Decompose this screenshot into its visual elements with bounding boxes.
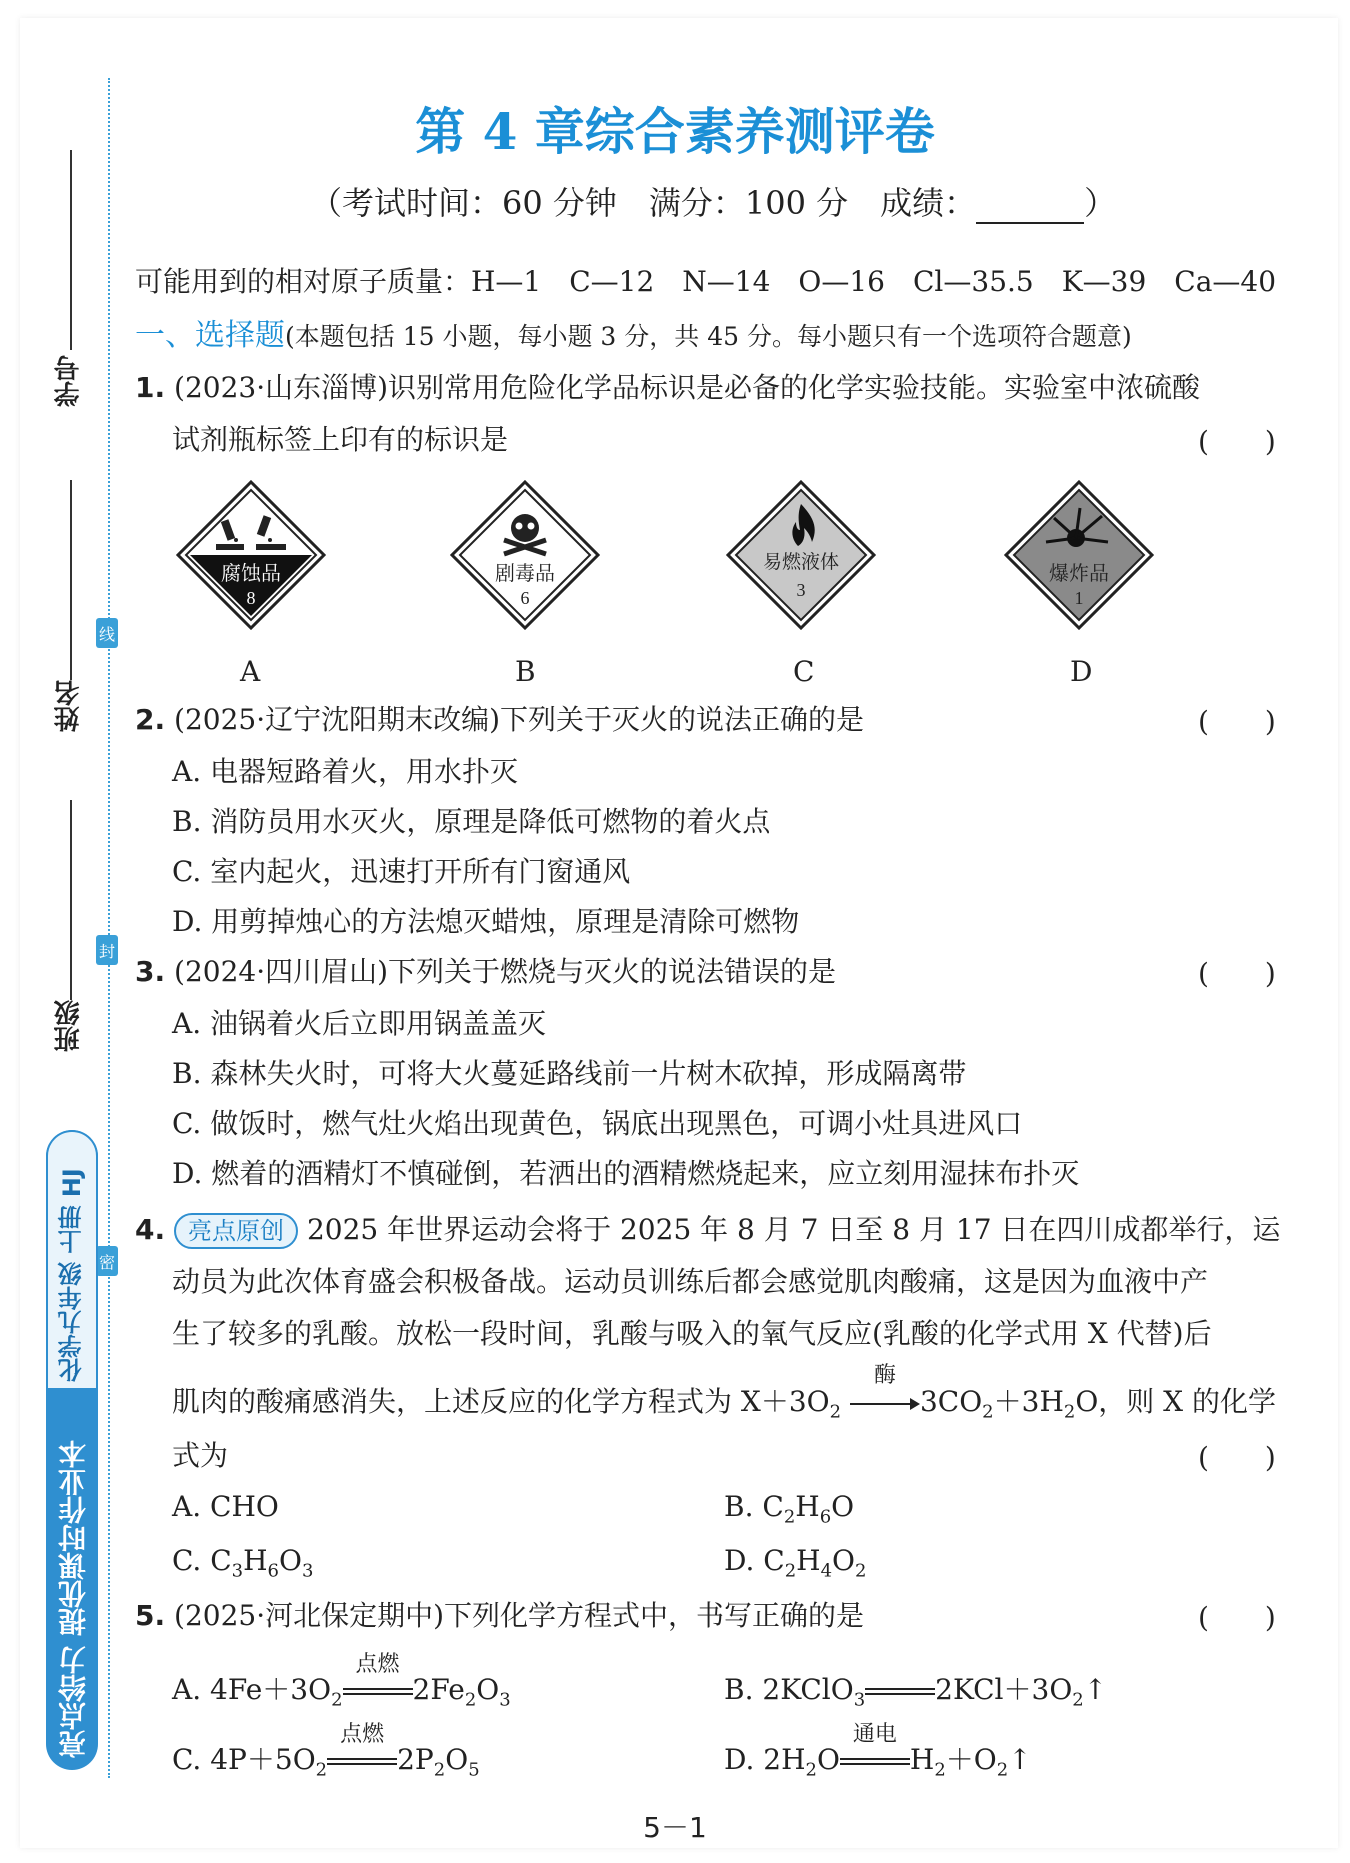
binding-mark-close: 密	[96, 1246, 118, 1276]
question-4-line5: 式为	[172, 1439, 229, 1472]
section-title: 一、选择题	[135, 318, 285, 353]
student-id-label: 学号	[54, 355, 84, 407]
question-4-line3: 生了较多的乳酸。放松一段时间，乳酸与吸入的氧气反应(乳酸的化学式用 X 代替)后	[172, 1317, 1212, 1350]
equals-sign	[865, 1673, 935, 1706]
condition-electric: 通电	[852, 1722, 897, 1747]
question-number: 4.	[135, 1213, 166, 1246]
sign-b-label: 剧毒品	[495, 563, 555, 585]
question-5-stem: (2025·河北保定期中)下列化学方程式中，书写正确的是	[174, 1599, 865, 1632]
question-4-line2: 动员为此次体育盛会积极备战。运动员训练后都会感觉肌肉酸痛，这是因为血液中产	[172, 1265, 1209, 1298]
question-4-option-b[interactable]: B. $C_2H_6O$	[724, 1490, 855, 1528]
question-4-option-d[interactable]: D. $C_2H_4O_2$	[724, 1544, 867, 1582]
sign-a-number: 8	[246, 588, 256, 608]
sign-c-number: 3	[796, 580, 806, 600]
equals-sign-ignite	[343, 1652, 413, 1706]
reaction-arrow	[850, 1363, 920, 1422]
question-2-stem-line	[135, 700, 864, 740]
question-3-option-c[interactable]: C. 做饭时，燃气灶火焰出现黄色，锅底出现黑色，可调小灶具进风口	[172, 1107, 1023, 1140]
score-blank[interactable]	[976, 194, 1084, 224]
answer-paren-4[interactable]: ( )	[1198, 1441, 1276, 1474]
page-title: 第 4 章综合素养测评卷	[415, 102, 935, 161]
question-1-line1	[135, 368, 1200, 408]
binding-dotted-line	[108, 78, 110, 1778]
atomic-masses: 可能用到的相对原子质量：H—1 C—12 N—14 O—16 Cl—35.5 K—39 Ca—40	[135, 265, 1277, 298]
question-3-option-a[interactable]: A. 油锅着火后立即用锅盖盖灭	[172, 1007, 547, 1040]
sign-d-label: 爆炸品	[1049, 563, 1109, 585]
question-4-option-c[interactable]: C. $C_3H_6O_3$	[172, 1544, 314, 1582]
sign-b-number: 6	[520, 588, 530, 608]
question-number: 2.	[135, 703, 166, 736]
question-5-option-b[interactable]: B. 2KClO$_3$ $2KCl+3O_2↑$	[724, 1673, 1108, 1711]
answer-paren-1[interactable]: ( )	[1198, 425, 1276, 458]
question-number: 3.	[135, 955, 166, 988]
question-4-option-a[interactable]: A. CHO	[172, 1490, 279, 1523]
question-2-option-a[interactable]: A. 电器短路着火，用水扑灭	[172, 755, 519, 788]
page-number: 5－1	[643, 1811, 707, 1844]
hazard-sign-a[interactable]	[176, 480, 326, 630]
question-5-stem-line	[135, 1596, 864, 1636]
question-3-option-d[interactable]: D. 燃着的酒精灯不慎碰倒，若洒出的酒精燃烧起来，应立刻用湿抹布扑灭	[172, 1157, 1080, 1190]
question-4-line1	[135, 1210, 1280, 1250]
section-heading	[135, 316, 1132, 357]
question-5-option-c[interactable]: C. $4P+5O_2$ 点燃 $2P_2O_5$	[172, 1738, 480, 1781]
exam-info-text: （考试时间：60 分钟 满分：100 分 成绩：	[310, 184, 977, 222]
question-2-option-b[interactable]: B. 消防员用水灭火，原理是降低可燃物的着火点	[172, 805, 771, 838]
question-2-option-c[interactable]: C. 室内起火，迅速打开所有门窗通风	[172, 855, 631, 888]
sign-letter-a: A	[240, 655, 261, 688]
hazard-sign-d[interactable]	[1004, 480, 1154, 630]
answer-paren-2[interactable]: ( )	[1198, 705, 1276, 738]
condition-ignite: 点燃	[355, 1652, 400, 1677]
question-5-option-d[interactable]: D. $2H_2O$ 通电 $H_2+O_2↑$	[724, 1738, 1032, 1781]
equation-prefix: 肌肉的酸痛感消失，上述反应的化学方程式为 X＋3O	[172, 1385, 830, 1418]
answer-paren-5[interactable]: ( )	[1198, 1601, 1276, 1634]
equation-suffix: ，则 X 的化学	[1098, 1385, 1277, 1418]
equals-sign-ignite	[327, 1722, 397, 1776]
spine-subject-text: 化学九年级 上册 HJ	[58, 1168, 86, 1382]
name-label: 姓名	[54, 680, 84, 732]
class-underline	[70, 800, 72, 1000]
student-id-underline	[70, 150, 72, 350]
hazard-sign-b[interactable]	[450, 480, 600, 630]
equals-sign-electric	[840, 1722, 910, 1776]
book-spine-label	[46, 1130, 98, 1770]
spine-brand-text: 亮点给力 提优课时作业本	[57, 1440, 90, 1758]
question-3-option-b[interactable]: B. 森林失火时，可将大火蔓延路线前一片树木砍掉，形成隔离带	[172, 1057, 967, 1090]
question-1-line2: 试剂瓶标签上印有的标识是	[172, 423, 509, 456]
binding-mark-line: 线	[96, 618, 118, 648]
answer-paren-3[interactable]: ( )	[1198, 957, 1276, 990]
hazard-sign-c[interactable]	[726, 480, 876, 630]
question-number: 5.	[135, 1599, 166, 1632]
question-4-text-1: 2025 年世界运动会将于 2025 年 8 月 7 日至 8 月 17 日在四川成都举行，运	[306, 1213, 1281, 1246]
condition-ignite: 点燃	[340, 1722, 385, 1747]
class-label: 班级	[54, 1000, 84, 1052]
question-number: 1.	[135, 371, 166, 404]
question-4-line4: 肌肉的酸痛感消失，上述反应的化学方程式为 $X+3O_2$ 酶 $3CO_2+3H_2O$，则 X 的化学	[172, 1382, 1276, 1433]
sign-letter-c: C	[793, 655, 815, 688]
question-3-stem-line	[135, 952, 836, 992]
sign-letter-d: D	[1070, 655, 1093, 688]
sign-a-label: 腐蚀品	[221, 563, 281, 585]
binding-mark-seal: 封	[96, 935, 118, 965]
exam-info-close: ）	[1084, 184, 1117, 222]
question-3-stem: (2024·四川眉山)下列关于燃烧与灭火的说法错误的是	[174, 955, 837, 988]
sign-d-number: 1	[1074, 588, 1084, 608]
question-2-stem: (2025·辽宁沈阳期末改编)下列关于灭火的说法正确的是	[174, 703, 865, 736]
section-note: (本题包括 15 小题，每小题 3 分，共 45 分。每小题只有一个选项符合题意)	[285, 322, 1132, 351]
exam-info	[310, 178, 1116, 224]
question-5-option-a[interactable]: A. $4Fe+3O_2$ 点燃 $2Fe_2O_3$	[172, 1668, 511, 1711]
question-1-stem: (2023·山东淄博)识别常用危险化学品标识是必备的化学实验技能。实验室中浓硫酸	[174, 371, 1201, 404]
question-2-option-d[interactable]: D. 用剪掉烛心的方法熄灭蜡烛，原理是清除可燃物	[172, 905, 800, 938]
sign-letter-b: B	[515, 655, 536, 688]
reaction-condition: 酶	[873, 1363, 896, 1388]
sign-c-label: 易燃液体	[762, 552, 840, 573]
name-underline	[70, 480, 72, 680]
original-tag: 亮点原创	[174, 1213, 298, 1249]
